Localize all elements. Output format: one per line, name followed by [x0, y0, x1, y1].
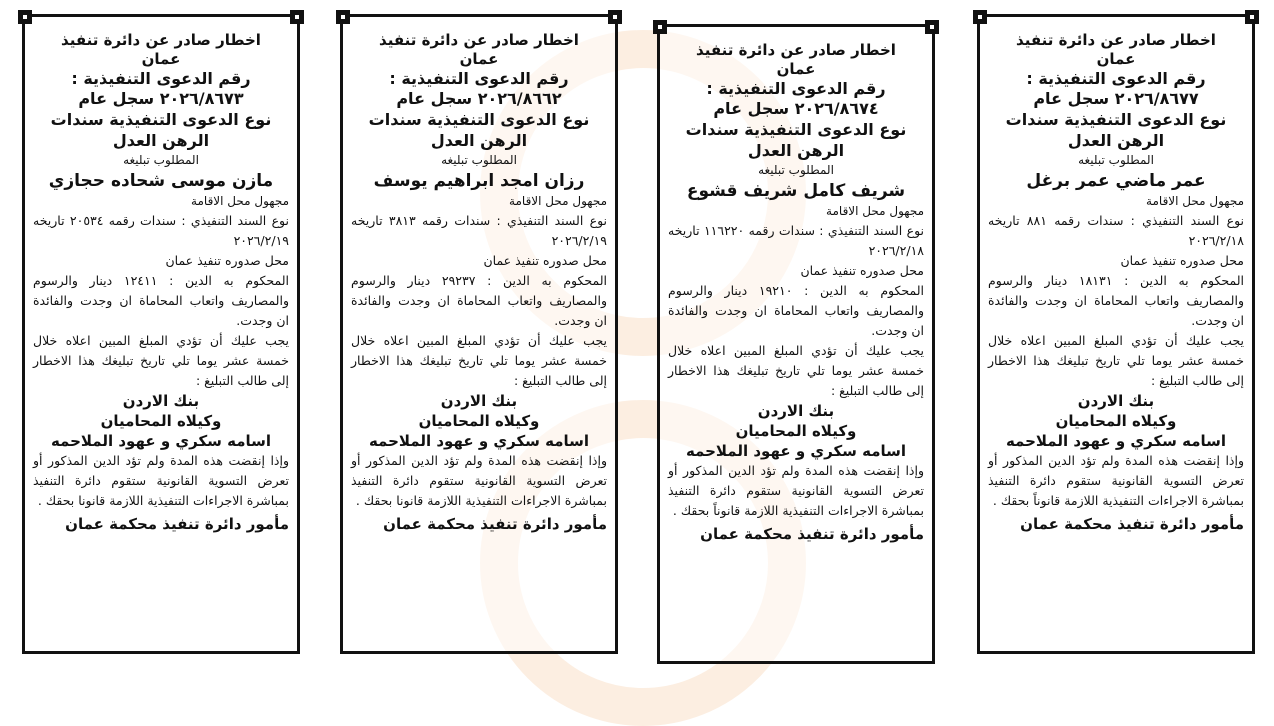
case-label: رقم الدعوى التنفيذية :	[706, 79, 886, 98]
corner-ornament-icon	[653, 20, 667, 34]
case-label: رقم الدعوى التنفيذية :	[1026, 69, 1206, 88]
corner-ornament-icon	[336, 10, 350, 24]
agents-label: وكيلاه المحاميان	[418, 412, 540, 430]
bank-name: بنك الاردن	[1077, 392, 1155, 410]
notice-title: اخطار صادر عن دائرة تنفيذ	[1016, 31, 1216, 49]
case-type: نوع الدعوى التنفيذية سندات الرهن العدل	[50, 110, 272, 150]
notice-card	[657, 24, 935, 664]
signature: مأمور دائرة تنفيذ محكمة عمان	[700, 525, 924, 543]
notice-title: اخطار صادر عن دائرة تنفيذ	[696, 41, 896, 59]
payment-demand: يجب عليك أن تؤدي المبلغ المبين اعلاه خلال خمسة عشر يوما تلي تاريخ تبليغك هذا الاخطار إلى طالب التبليغ :	[668, 343, 924, 398]
payment-demand: يجب عليك أن تؤدي المبلغ المبين اعلاه خلال خمسة عشر يوما تلي تاريخ تبليغك هذا الاخطار إلى طالب التبليغ :	[988, 333, 1244, 388]
required-label: المطلوب تبليغه	[758, 163, 834, 177]
person-name: عمر ماضي عمر برغل	[1026, 171, 1206, 191]
required-label: المطلوب تبليغه	[1078, 153, 1154, 167]
case-type: نوع الدعوى التنفيذية سندات الرهن العدل	[1005, 110, 1227, 150]
warning-text: وإذا إنقضت هذه المدة ولم تؤد الدين المذكور أو تعرض التسوية القانونية ستقوم دائرة التنفيذ بمباشرة الاجراءات التنفيذية اللازمة قانونا بحقك .	[33, 453, 289, 508]
corner-ornament-icon	[18, 10, 32, 24]
agents-label: وكيلاه المحاميان	[735, 422, 857, 440]
corner-ornament-icon	[608, 10, 622, 24]
notice-title: اخطار صادر عن دائرة تنفيذ	[61, 31, 261, 49]
agents-label: وكيلاه المحاميان	[1055, 412, 1177, 430]
corner-ornament-icon	[925, 20, 939, 34]
case-type: نوع الدعوى التنفيذية سندات الرهن العدل	[685, 120, 907, 160]
agents-label: وكيلاه المحاميان	[100, 412, 222, 430]
notice-card	[22, 14, 300, 654]
signature: مأمور دائرة تنفيذ محكمة عمان	[383, 515, 607, 533]
notice-title: اخطار صادر عن دائرة تنفيذ	[379, 31, 579, 49]
lawyers-names: اسامه سكري و عهود الملاحمه	[685, 442, 907, 460]
payment-demand: يجب عليك أن تؤدي المبلغ المبين اعلاه خلال خمسة عشر يوما تلي تاريخ تبليغك هذا الاخطار إلى طالب التبليغ :	[33, 333, 289, 388]
notice-city: عمان	[459, 50, 499, 68]
required-label: المطلوب تبليغه	[441, 153, 517, 167]
person-name: شريف كامل شريف قشوع	[686, 181, 906, 201]
case-label: رقم الدعوى التنفيذية :	[389, 69, 569, 88]
warning-text: وإذا إنقضت هذه المدة ولم تؤد الدين المذكور أو تعرض التسوية القانونية ستقوم دائرة التنفيذ بمباشرة الاجراءات التنفيذية اللازمة قانوناً بحقك .	[988, 453, 1244, 508]
warning-text: وإذا إنقضت هذه المدة ولم تؤد الدين المذكور أو تعرض التسوية القانونية ستقوم دائرة التنفيذ بمباشرة الاجراءات التنفيذية اللازمة قانونا بحقك .	[351, 453, 607, 508]
case-label: رقم الدعوى التنفيذية :	[71, 69, 251, 88]
corner-ornament-icon	[1245, 10, 1259, 24]
issue-place: محل صدوره تنفيذ عمان	[1120, 253, 1244, 268]
bank-name: بنك الاردن	[440, 392, 518, 410]
case-type: نوع الدعوى التنفيذية سندات الرهن العدل	[368, 110, 590, 150]
debt-amount: المحكوم به الدين : ٢٩٢٣٧ دينار والرسوم والمصاريف واتعاب المحاماة ان وجدت والفائدة ان وجدت.	[351, 273, 607, 328]
document-type: نوع السند التنفيذي : سندات رقمه ٢٠٥٣٤ تاريخه ٢٠٢٦/٢/١٩	[33, 213, 289, 248]
issue-place: محل صدوره تنفيذ عمان	[165, 253, 289, 268]
notice-card	[977, 14, 1255, 654]
case-number: ٢٠٢٦/٨٦٧٤ سجل عام	[713, 99, 879, 118]
residence: مجهول محل الاقامة	[1146, 194, 1244, 208]
notice-city: عمان	[776, 60, 816, 78]
notice-card	[340, 14, 618, 654]
notice-city: عمان	[141, 50, 181, 68]
residence: مجهول محل الاقامة	[826, 204, 924, 218]
case-number: ٢٠٢٦/٨٦٧٧ سجل عام	[1033, 89, 1199, 108]
lawyers-names: اسامه سكري و عهود الملاحمه	[1005, 432, 1227, 450]
residence: مجهول محل الاقامة	[509, 194, 607, 208]
warning-text: وإذا إنقضت هذه المدة ولم تؤد الدين المذكور أو تعرض التسوية القانونية ستقوم دائرة التنفيذ بمباشرة الاجراءات التنفيذية اللازمة قانوناً بحقك .	[668, 463, 924, 518]
bank-name: بنك الاردن	[122, 392, 200, 410]
notice-city: عمان	[1096, 50, 1136, 68]
signature: مأمور دائرة تنفيذ محكمة عمان	[1020, 515, 1244, 533]
corner-ornament-icon	[973, 10, 987, 24]
person-name: مازن موسى شحاده حجازي	[48, 171, 274, 191]
payment-demand: يجب عليك أن تؤدي المبلغ المبين اعلاه خلال خمسة عشر يوما تلي تاريخ تبليغك هذا الاخطار إلى طالب التبليغ :	[351, 333, 607, 388]
debt-amount: المحكوم به الدين : ١٢٤١١ دينار والرسوم والمصاريف واتعاب المحاماة ان وجدت والفائدة ان وجدت.	[33, 273, 289, 328]
lawyers-names: اسامه سكري و عهود الملاحمه	[368, 432, 590, 450]
lawyers-names: اسامه سكري و عهود الملاحمه	[50, 432, 272, 450]
required-label: المطلوب تبليغه	[123, 153, 199, 167]
debt-amount: المحكوم به الدين : ١٩٢١٠ دينار والرسوم والمصاريف واتعاب المحاماة ان وجدت والفائدة ان وجدت.	[668, 283, 924, 338]
case-number: ٢٠٢٦/٨٦٧٣ سجل عام	[78, 89, 244, 108]
bank-name: بنك الاردن	[757, 402, 835, 420]
issue-place: محل صدوره تنفيذ عمان	[483, 253, 607, 268]
debt-amount: المحكوم به الدين : ١٨١٣١ دينار والرسوم والمصاريف واتعاب المحاماة ان وجدت والفائدة ان وجدت.	[988, 273, 1244, 328]
residence: مجهول محل الاقامة	[191, 194, 289, 208]
person-name: رزان امجد ابراهيم يوسف	[373, 171, 585, 191]
issue-place: محل صدوره تنفيذ عمان	[800, 263, 924, 278]
document-type: نوع السند التنفيذي : سندات رقمه ١١٦٢٢٠ تاريخه ٢٠٢٦/٢/١٨	[668, 223, 925, 258]
corner-ornament-icon	[290, 10, 304, 24]
signature: مأمور دائرة تنفيذ محكمة عمان	[65, 515, 289, 533]
document-type: نوع السند التنفيذي : سندات رقمه ٣٨١٣ تاريخه ٢٠٢٦/٢/١٩	[351, 213, 608, 248]
case-number: ٢٠٢٦/٨٦٦٢ سجل عام	[396, 89, 562, 108]
document-type: نوع السند التنفيذي : سندات رقمه ٨٨١ تاريخه ٢٠٢٦/٢/١٨	[988, 213, 1245, 248]
